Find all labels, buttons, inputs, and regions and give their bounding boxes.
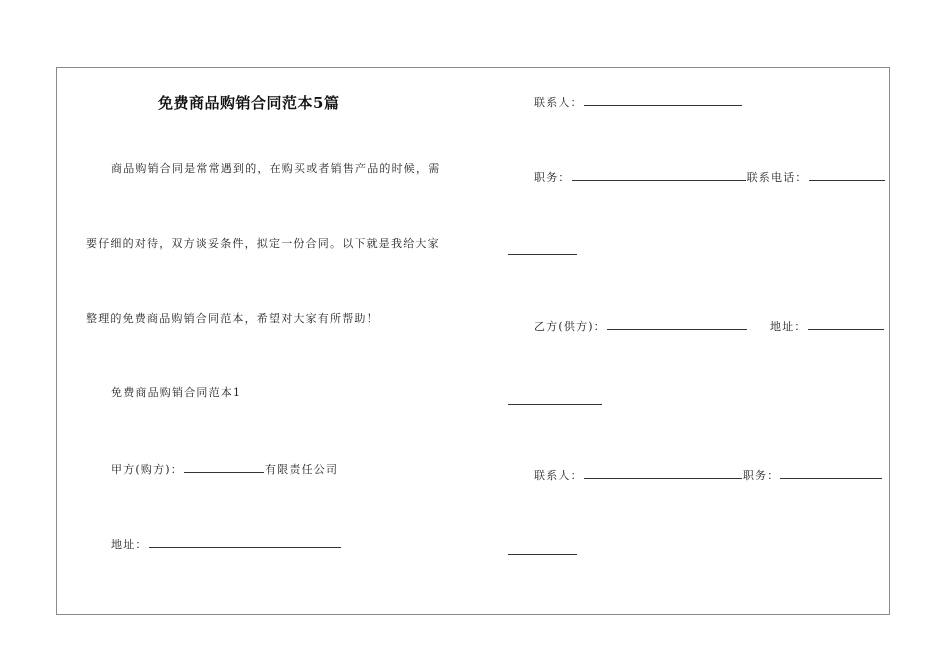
party-a-address-field	[111, 536, 342, 552]
party-b-label: 乙方(供方)：	[534, 320, 606, 333]
party-b-field	[534, 318, 748, 334]
contact-blank	[584, 94, 742, 106]
intro-paragraph-line-3: 整理的免费商品购销合同范本，希望对大家有所帮助！	[86, 312, 379, 325]
document-title: 免费商品购销合同范本5篇	[158, 94, 340, 112]
party-b-address-field	[770, 318, 885, 334]
contact2-field	[534, 467, 883, 483]
contact2-blank	[584, 467, 742, 479]
position-blank	[572, 169, 746, 181]
contract-subtitle: 免费商品购销合同范本1	[111, 386, 242, 399]
contact-label: 联系人：	[534, 96, 583, 109]
party-b-address-label: 地址：	[770, 320, 807, 333]
contact-field	[534, 94, 743, 110]
address-label: 地址：	[111, 538, 148, 551]
party-a-label: 甲方(购方)：	[111, 463, 183, 476]
position-phone-field	[534, 169, 886, 185]
position2-blank	[780, 467, 882, 479]
position2-blank-continuation	[508, 554, 577, 555]
party-a-field	[111, 461, 338, 477]
position-label: 职务：	[534, 171, 571, 184]
intro-paragraph-line-2: 要仔细的对待，双方谈妥条件，拟定一份合同。以下就是我给大家	[86, 237, 440, 250]
intro-paragraph-line-1: 商品购销合同是常常遇到的，在购买或者销售产品的时候，需	[111, 162, 441, 175]
position2-label: 职务：	[742, 469, 780, 482]
party-a-suffix: 有限责任公司	[264, 463, 339, 476]
party-b-blank	[607, 318, 747, 330]
contact2-label: 联系人：	[534, 469, 583, 482]
phone-label: 联系电话：	[746, 171, 808, 184]
address-blank	[149, 536, 341, 548]
phone-blank	[809, 169, 885, 181]
party-b-address-continuation	[508, 404, 602, 405]
phone-blank-continuation	[508, 254, 577, 255]
party-b-address-blank	[808, 318, 884, 330]
page-frame	[56, 67, 890, 615]
party-a-blank	[184, 461, 264, 473]
